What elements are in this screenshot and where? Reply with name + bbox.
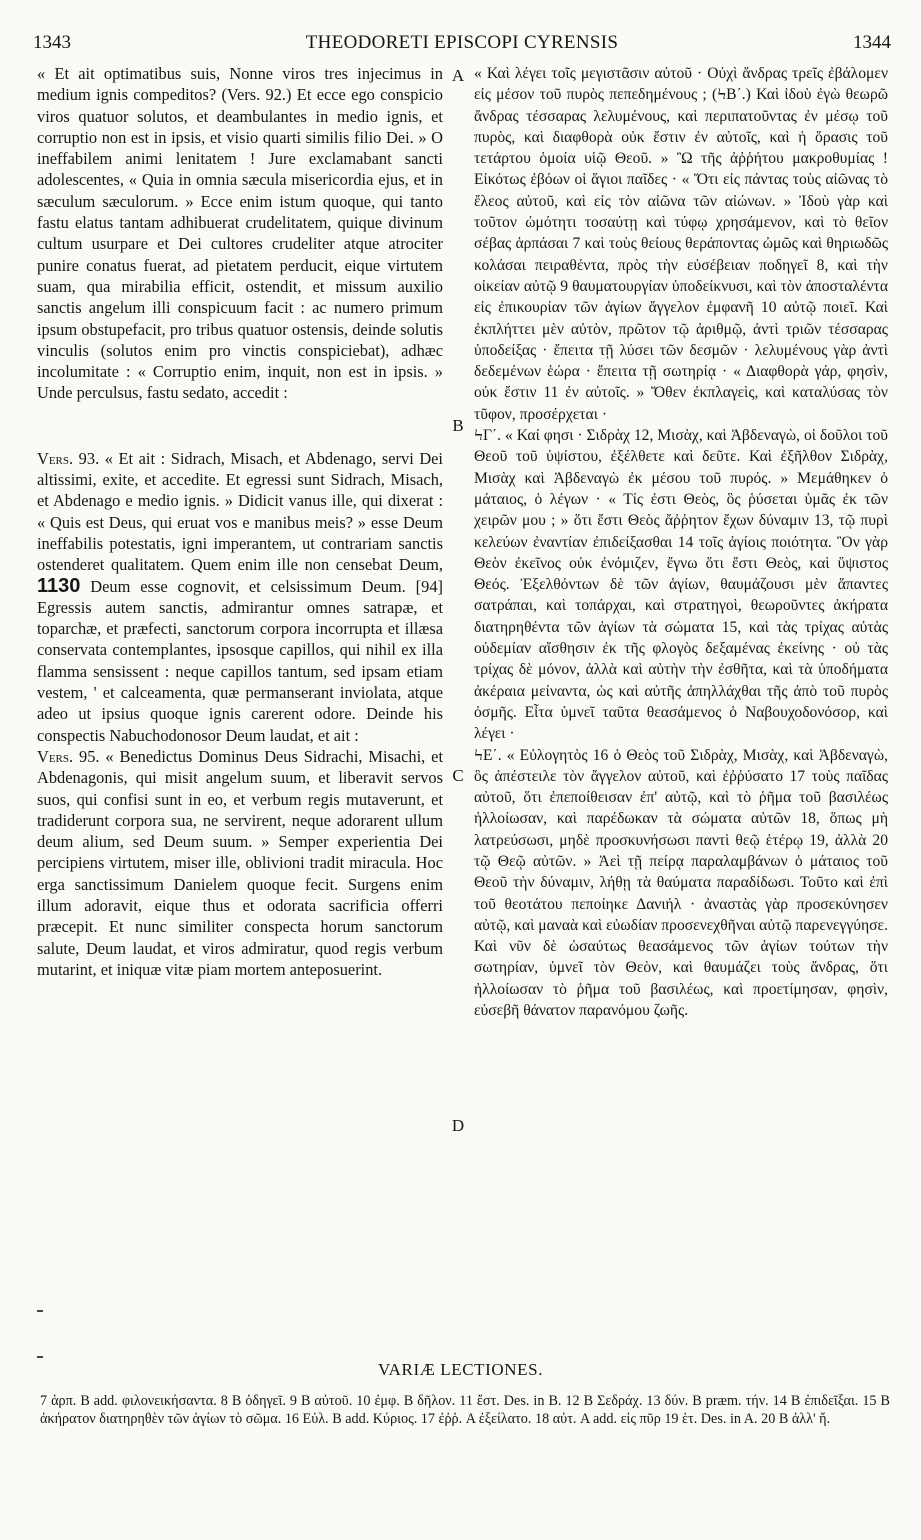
verse-label: ϞΕ΄. (474, 746, 502, 764)
variae-lectiones-heading: VARIÆ LECTIONES. (377, 1360, 544, 1379)
greek-paragraph-2 (474, 425, 888, 744)
stray-mark (37, 1356, 43, 1358)
greek-paragraph-1: « Καὶ λέγει τοῖς μεγιστᾶσιν αὐτοῦ · Οὐχὶ ἄνδρας τρεῖς ἐβάλομεν εἰς μέσον τοῦ πυρὸς πεπεδημένους ; (ϞΒ΄.) Καὶ ἰδοὺ ἐγὼ θεωρῶ ἄνδρας τέσσαρας λελυμένους, καὶ περιπατοῦντας ἐν μέσῳ τοῦ πυρὸς, καὶ διαφθορὰ οὐκ ἔστιν ἐν αὐτοῖς, καὶ ἡ ὅρασις τοῦ τετάρτου ὁμοία υἱῷ Θεοῦ. » Ὢ τῆς ἀῤῥήτου μακροθυμίας ! Εἰκότως ἐβόων οἱ ἅγιοι παῖδες · « Ὅτι εἰς πάντας τοὺς αἰῶνας τὸ ἔλεος αὐτοῦ, καὶ εἰς τὸν αἰῶνα τῶν αἰώνων. » Ἰδοὺ γὰρ καὶ τοῦτον ὠμότητι τοσαύτῃ καὶ τύφῳ χρησάμενον, καὶ τὸ θεῖον σέβας ἁρπάσαι 7 καὶ τοὺς θείους θεράποντας ὠμῶς καὶ θηριωδῶς κολάσαι πειραθέντα, πρὸς τὴν εὐσέβειαν ποδηγεῖ 8, καὶ τὴν οἰκείαν αὐτῷ 9 θαυματουργίαν ὑποδείκνυσι, καὶ τὸν ἀποσταλέντα εἰς ἐπικουρίαν τῶν ἁγίων ἄγγελον ἐμφανῆ 10 αὐτῷ ποιεῖ. Καὶ ἐκπλήττει μὲν αὐτὸν, πρῶτον τῷ ἀριθμῷ, ἀντὶ τριῶν τέσσαρας ὑποδείξας · ἔπειτα τῇ λύσει τῶν δεσμῶν · λελυμένους γὰρ ἀντὶ δεδεμένων ἑώρα · ἔπειτα τῇ σωτηρίᾳ · « Διαφθορὰ γάρ, φησὶν, οὐκ ἔστιν 11 ἐν αὐτοῖς. » Ὅθεν ἐκπλαγεὶς, καὶ καταλύσας τὸν τῦφον, προσέρχεται · (474, 65, 888, 423)
section-marker-a: A (451, 66, 465, 85)
greek-column (474, 63, 888, 1021)
running-title: THEODORETI EPISCOPI CYRENSIS (305, 32, 619, 53)
variae-lectiones-notes: 7 ἁρπ. B add. φιλονεικήσαντα. 8 B ὁδηγεῖ. 9 B αὐτοῦ. 10 ἐμφ. B δῆλον. 11 ἔστ. Des. in B. 12 B Σεδράχ. 13 δύν. B præm. τήν. 14 B ἐπιδεῖξαι. 15 B ἀκήρατον διατηρηθὲν τῶν ἁγίων τὸ σῶμα. 16 Εὐλ. B add. Κύριος. 17 ἐῤῥ. A ἐξείλατο. 18 αὐτ. A add. εἰς πῦρ 19 ἑτ. Des. in A. 20 B ἀλλ' ἤ. (40, 1393, 890, 1427)
section-marker-d: D (451, 1116, 465, 1135)
greek-paragraph-3 (474, 745, 888, 1022)
greek-text-3: « Εὐλογητὸς 16 ὁ Θεὸς τοῦ Σιδρὰχ, Μισὰχ, καὶ Ἀβδεναγὼ, ὃς ἀπέστειλε τὸν ἄγγελον αὐτοῦ, καὶ ἐῤῥύσατο 17 τοὺς παῖδας αὐτοῦ, ὅτι ἐπεποίθεισαν ἐπ' αὐτῷ, καὶ τὸ ῥῆμα τοῦ βασιλέως ἠλλοίωσαν, καὶ παρέδωκαν τὰ σώματα αὐτῶν 18, ὅπως μὴ λατρεύσωσι, μηδὲ προσκυνήσωσι παντὶ θεῷ ἑτέρῳ 19, ἀλλὰ 20 τῷ Θεῷ αὐτῶν. » Ἀεὶ τῇ πείρᾳ παραλαμβάνων ὁ μάταιος τοῦ Θεοῦ τὴν δύναμιν, λήθῃ τὰ θαύματα παραδίδωσι. Τοῦτο καὶ ἐπὶ τοῦ θεοτάτου πεποίηκε Δανιήλ · ἀναστὰς γὰρ προσεκύνησεν αὐτῷ, καὶ μαναὰ καὶ εὐωδίαν προσενεχθῆναι αὐτῷ παρενεγγύησε. Καὶ νῦν δὲ ὡσαύτως θεασάμενος τῶν ἁγίων τούτων τὴν σωτηρίαν, ὑμνεῖ τὸν Θεὸν, καὶ θαυμάζει τοὺς ἄνδρας, ὅτι ἠλλοίωσαν τὸ ῥῆμα τοῦ βασιλέως, καὶ προετίμησαν, φησὶν, εὐσεβῆ θάνατον παρανόμου ζωῆς. (474, 746, 888, 1020)
migne-column-number: 1130 (37, 574, 81, 597)
verse-label: Vers. 93. (37, 448, 100, 468)
latin-paragraph-3 (37, 746, 443, 980)
stray-mark (37, 1310, 43, 1312)
page-number-left: 1343 (33, 32, 71, 53)
latin-text-3: « Benedictus Dominus Deus Sidrachi, Misachi, et Abdenagonis, qui misit angelum suum, et liberavit servos suos, qui confisi sunt in eo, et verbum regis mutaverunt, et tradiderunt corpora sua, ne servirent, neque adorarent ullum deum alium, sed Deum suum. » Semper experientia Dei percipiens virtutem, miser ille, oblivioni tradit miracula. Hoc erga sanctissimum Danielem quoque fecit. Surgens enim illum adoravit, eique thus et odorata sacrificia offerri præcepit. Et nunc similiter conspecta horum sanctorum salute, Deum laudat, et viros admiratur, quod regis verbum mutarint, et iniquæ vitæ piam mortem anteposuerint. (37, 746, 443, 979)
section-marker-c: C (452, 766, 464, 785)
page-number-right: 1344 (853, 32, 891, 53)
page-header (33, 32, 891, 58)
latin-paragraph-2 (37, 448, 443, 746)
latin-column (37, 63, 443, 980)
verse-label: Vers. 95. (37, 746, 100, 766)
latin-paragraph-1: « Et ait optimatibus suis, Nonne viros tres injecimus in medium ignis compeditos? (Vers. 92.) Et ecce ego conspicio viros quatuor solutos, et deambulantes in medio ignis, et corruptio non est in ipsis, et visio quarti similis filio Dei. » O ineffabilem animi lenitatem ! Jure exclamabant sancti adolescentes, « Quia in omnia sæcula misericordia ejus, et in sæculum sæculorum. » Ecce enim istum quoque, qui tanto fastu elatus tantam adhibuerat crudelitatem, quique divinum cultum usurpare et Dei cultores crudeliter atque atrociter punire conatus fuerat, ad pietatem perducit, eique virtutem suam, qua mirabilia efficit, ostendit, et missum auxilio sanctis angelum illi conspicuum facit : ac numero primum ipsum obstupefacit, pro tribus quatuor ostensis, deinde solutis vinculis (solutos enim pro vinctis conspiciebat), adhæc incolumitate : « Corruptio enim, inquit, non est in ipsis. » Unde perculsus, fastu sedato, accedit : (37, 64, 443, 403)
latin-text-2a: « Et ait : Sidrach, Misach, et Abdenago, servi Dei altissimi, exite, et accedite. Et egressi sunt Sidrach, Misach, et Abdenago e medio ignis. » Didicit vanus ille, qui dixerat : « Quis est Deus, qui eruat vos e manibus meis? » esse Deum ineffabilis potestatis, igni imperantem, ut contrariam sanctis ostenderet qualitatem. Quem enim ille non censebat Deum, (37, 448, 443, 575)
latin-text-2b: Deum esse cognovit, et celsissimum Deum. [94] Egressis autem sanctis, admirantur omnes satrapæ, et toparchæ, et præfecti, sanctorum corpora incorrupta et illæsa conservata contemplantes, ipsosque capillos, qui nihil ex illa flamma sensissent : neque capillos tantum, sed ipsam etiam vestem, ' et calceamenta, quæ permanserant inviolata, atque adeo ut ipsius quoque ignis carerent odore. Deinde his conspectis Nabuchodonosor Deum laudat, et ait : (37, 576, 443, 745)
section-marker-b: B (452, 416, 464, 435)
verse-label: ϞΓ΄. (474, 427, 502, 445)
greek-text-2: « Καί φησι · Σιδρὰχ 12, Μισὰχ, καὶ Ἀβδεναγὼ, οἱ δοῦλοι τοῦ Θεοῦ τοῦ ὑψίστου, ἐξέλθετε καὶ δεῦτε. Καὶ ἐξῆλθον Σιδρὰχ, Μισὰχ καὶ Ἀβδεναγὼ ἐκ μέσου τοῦ πυρός. » Μεμάθηκεν ὁ μάταιος, ὁ λέγων · « Τίς ἐστι Θεὸς, ὃς ῥύσεται ὑμᾶς ἐκ τῶν χειρῶν μου ; » ὅτι ἔστι Θεὸς ἄῤῥητον ἔχων δύναμιν 13, τῷ πυρὶ κελεύων ἐναντίαν ἐπιδείξασθαι 14 τοῖς ἁγίοις ποιότητα. Ὃν γὰρ Θεὸν ἐκεῖνος οὐκ ἐνόμιζεν, ἔγνω ὅτι ἔστι Θεὸς, καὶ ὕψιστος Θεός. Ἐξελθόντων δὲ τῶν ἁγίων, θαυμάζουσι μὲν ἅπαντες σατράπαι, καὶ τοπάρχαι, καὶ στρατηγοὶ, θεωροῦντες ἀκήρατα διατηρηθέντα τῶν ἁγίων τὰ σώματα 15, καὶ τὰς τρίχας αὐτὰς οὐδεμίαν αἴσθησιν ἐκ τῆς φλογὸς δεξαμένας ἐκείνης · οὐ τὰς τρίχας δὲ μόνον, ἀλλὰ καὶ αὐτὴν τὴν ἐσθῆτα, καὶ τὰ ὑποδήματα ἀκέραια μείναντα, ὡς καὶ αὐτῆς ἀπηλλάχθαι τῆς ἀπὸ τοῦ πυρὸς ὀσμῆς. Εἶτα ὑμνεῖ ταῦτα θεασάμενος ὁ Ναβουχοδονόσορ, καὶ λέγει · (474, 427, 888, 743)
